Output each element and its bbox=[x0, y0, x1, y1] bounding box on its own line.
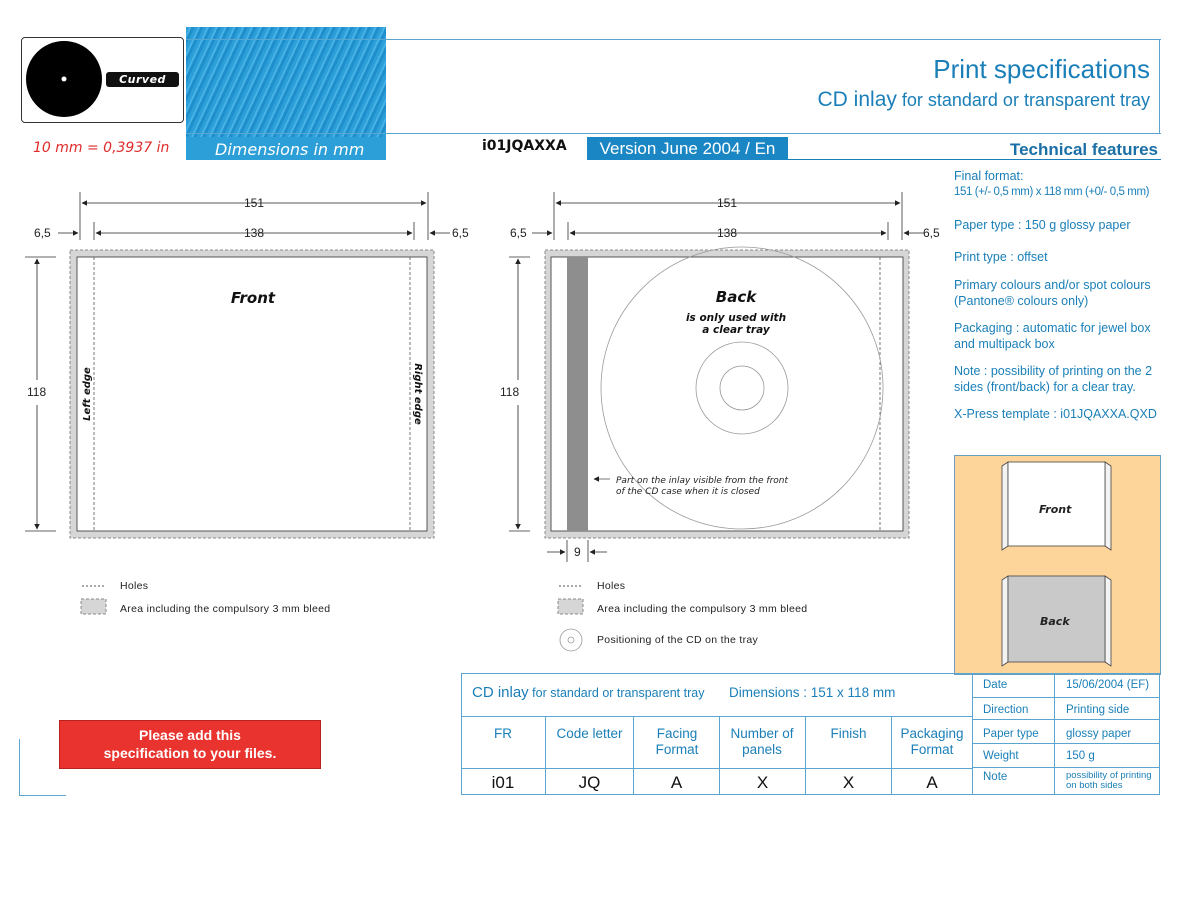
front-width-total: 151 bbox=[243, 196, 265, 210]
reminder-line1: Please add this bbox=[139, 727, 241, 743]
value-packaging-format: A bbox=[926, 773, 938, 792]
subtitle-rest: for standard or transparent tray bbox=[896, 90, 1150, 110]
subtitle-main: CD inlay bbox=[817, 88, 897, 111]
reminder-line2: specification to your files. bbox=[103, 745, 277, 761]
legend-front-holes: Holes bbox=[120, 580, 149, 592]
technical-features-title: Technical features bbox=[1009, 140, 1158, 159]
info-date-value: 15/06/2004 (EF) bbox=[1066, 679, 1150, 691]
right-edge-label: Right edge bbox=[412, 363, 423, 425]
table-title-main: CD inlay bbox=[472, 684, 529, 701]
info-paper-value: glossy paper bbox=[1066, 728, 1132, 740]
header-rule-top bbox=[186, 39, 1161, 40]
back-panel-drawing bbox=[500, 192, 940, 562]
illustration-back-label: Back bbox=[1040, 615, 1070, 628]
info-paper-label: Paper type bbox=[983, 728, 1039, 740]
logo-wordmark: Curved bbox=[106, 72, 179, 87]
unit-conversion: 10 mm = 0,3937 in bbox=[33, 140, 170, 156]
front-margin-left: 6,5 bbox=[34, 226, 51, 240]
info-note-value: possibility of printing on both sides bbox=[1066, 770, 1152, 791]
header-packaging-format: Packaging Format bbox=[900, 726, 964, 757]
visible-part-line1: Part on the inlay visible from the front bbox=[616, 476, 789, 486]
header-facing-format: Facing Format bbox=[655, 726, 699, 757]
feature-note: Note : possibility of printing on the 2 sides (front/back) for a clear tray. bbox=[954, 364, 1153, 394]
back-label: Back bbox=[715, 288, 757, 306]
legend-back-bleed: Area including the compulsory 3 mm bleed bbox=[597, 603, 808, 615]
info-weight-value: 150 g bbox=[1066, 750, 1095, 762]
info-date-label: Date bbox=[983, 679, 1008, 691]
front-label: Front bbox=[230, 289, 276, 307]
header-fr: FR bbox=[494, 726, 512, 741]
feature-colours: Primary colours and/or spot colours (Pantone® colours only) bbox=[954, 278, 1151, 308]
back-margin-left: 6,5 bbox=[510, 226, 527, 240]
legend-cd-position: Positioning of the CD on the tray bbox=[597, 634, 759, 646]
header-number-panels: Number of panels bbox=[730, 726, 794, 757]
cd-position-icon bbox=[560, 629, 582, 651]
page-title: Print specifications bbox=[933, 54, 1150, 84]
info-weight-label: Weight bbox=[983, 750, 1019, 762]
feature-packaging: Packaging : automatic for jewel box and multipack box bbox=[954, 321, 1151, 351]
info-note-label: Note bbox=[983, 771, 1008, 783]
value-facing-format: A bbox=[670, 773, 683, 792]
header-code-letter: Code letter bbox=[556, 726, 623, 741]
reminder-banner bbox=[59, 720, 321, 769]
left-edge-label: Left edge bbox=[82, 367, 93, 421]
front-margin-right: 6,5 bbox=[452, 226, 469, 240]
technical-drawing bbox=[0, 170, 950, 670]
back-note-line1: is only used with bbox=[685, 312, 787, 324]
feature-print-type: Print type : offset bbox=[954, 250, 1048, 264]
header-finish: Finish bbox=[830, 726, 867, 741]
feature-template: X-Press template : i01JQAXXA.QXD bbox=[954, 407, 1157, 421]
feature-final-format-label: Final format: bbox=[954, 169, 1024, 183]
corner-rule-vertical bbox=[19, 739, 20, 796]
version-badge: Version June 2004 / En bbox=[587, 137, 788, 160]
value-code-letter: JQ bbox=[578, 773, 601, 792]
legend-front-bleed: Area including the compulsory 3 mm bleed bbox=[120, 603, 331, 615]
feature-final-format-value: 151 (+/- 0,5 mm) x 118 mm (+0/- 0,5 mm) bbox=[954, 186, 1150, 198]
back-height: 118 bbox=[500, 385, 520, 399]
jewel-case-cards bbox=[955, 456, 1160, 674]
legend-front-swatches bbox=[80, 578, 110, 618]
dimensions-label: Dimensions in mm bbox=[215, 140, 365, 159]
spine-width: 9 bbox=[574, 545, 581, 559]
table-title-rest: for standard or transparent tray bbox=[528, 686, 705, 700]
info-direction-label: Direction bbox=[983, 704, 1029, 716]
value-fr: i01 bbox=[491, 773, 515, 792]
header-rule-bottom bbox=[186, 133, 1161, 134]
legend-back-swatches bbox=[557, 578, 587, 654]
front-width-inner: 138 bbox=[243, 226, 265, 240]
visible-part-line2: of the CD case when it is closed bbox=[616, 487, 760, 497]
spec-table bbox=[461, 673, 1161, 796]
back-width-inner: 138 bbox=[716, 226, 738, 240]
info-direction-value: Printing side bbox=[1066, 704, 1130, 716]
corner-rule-horizontal bbox=[19, 795, 66, 796]
back-note-line2: a clear tray bbox=[702, 324, 770, 336]
back-margin-right: 6,5 bbox=[923, 226, 940, 240]
jewel-case-illustration bbox=[954, 455, 1161, 675]
front-height: 118 bbox=[27, 385, 47, 399]
illustration-front-label: Front bbox=[1039, 503, 1072, 516]
value-number-panels: X bbox=[756, 773, 769, 792]
table-title bbox=[472, 684, 704, 702]
feature-paper-type: Paper type : 150 g glossy paper bbox=[954, 218, 1131, 232]
visible-spine-area bbox=[567, 257, 588, 531]
legend-back-holes: Holes bbox=[597, 580, 626, 592]
reference-code: i01JQAXXA bbox=[482, 138, 567, 154]
table-dimensions: Dimensions : 151 x 118 mm bbox=[729, 685, 896, 700]
back-width-total: 151 bbox=[716, 196, 738, 210]
value-finish: X bbox=[842, 773, 855, 792]
front-panel-drawing bbox=[25, 192, 469, 538]
header-rule-right bbox=[1159, 39, 1160, 133]
page-subtitle bbox=[818, 88, 1150, 112]
